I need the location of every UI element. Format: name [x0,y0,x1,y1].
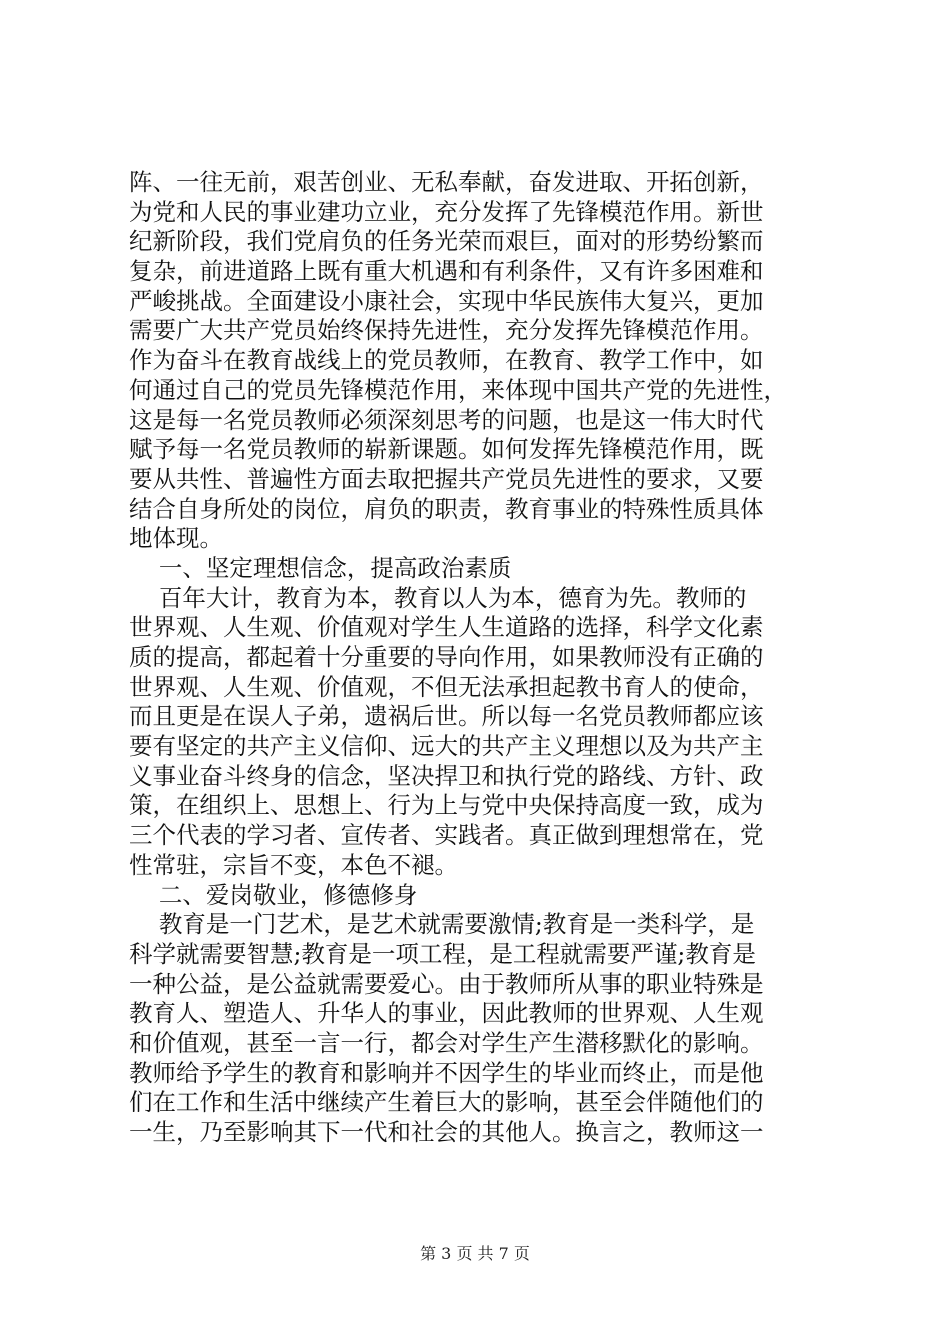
text-line: 复杂，前进道路上既有重大机遇和有利条件，又有许多困难和 [129,257,764,286]
page-footer: 第 3 页 共 7 页 [420,1244,530,1263]
text-line: 而且更是在误人子弟，遗祸后世。所以每一名党员教师都应该 [129,702,764,731]
text-line: 纪新阶段，我们党肩负的任务光荣而艰巨，面对的形势纷繁而 [129,227,764,256]
text-line: 作为奋斗在教育战线上的党员教师，在教育、教学工作中，如 [129,346,764,375]
text-line: 教育是一门艺术，是艺术就需要激情;教育是一类科学，是 [129,910,755,939]
text-line: 地体现。 [129,524,223,553]
text-line: 一生，乃至影响其下一代和社会的其他人。换言之，教师这一 [129,1118,764,1146]
body-text [129,168,831,1148]
text-line: 需要广大共产党员始终保持先进性，充分发挥先锋模范作用。 [129,316,764,345]
text-line: 质的提高，都起着十分重要的导向作用，如果教师没有正确的 [129,643,764,671]
text-line: 赋予每一名党员教师的崭新课题。如何发挥先锋模范作用，既 [129,435,764,464]
text-line: 严峻挑战。全面建设小康社会，实现中华民族伟大复兴，更加 [129,286,764,315]
text-line: 教师给予学生的教育和影响并不因学生的毕业而终止，而是他 [129,1058,764,1087]
text-line: 世界观、人生观、价值观对学生人生道路的选择，科学文化素 [129,613,764,642]
text-line: 性常驻，宗旨不变，本色不褪。 [129,850,458,879]
text-line: 教育人、塑造人、升华人的事业，因此教师的世界观、人生观 [129,999,764,1028]
text-line: 一种公益，是公益就需要爱心。由于教师所从事的职业特殊是 [129,969,764,998]
text-line: 结合自身所处的岗位，肩负的职责，教育事业的特殊性质具体 [129,494,764,523]
text-line: 为党和人民的事业建功立业，充分发挥了先锋模范作用。新世 [129,197,764,226]
text-line: 义事业奋斗终身的信念，坚决捍卫和执行党的路线、方针、政 [129,761,764,790]
text-line: 一、坚定理想信念，提高政治素质 [129,553,512,582]
text-line: 和价值观，甚至一言一行，都会对学生产生潜移默化的影响。 [129,1028,764,1057]
text-line: 三个代表的学习者、宣传者、实践者。真正做到理想常在，党 [129,821,764,850]
text-line: 阵、一往无前，艰苦创业、无私奉献，奋发进取、开拓创新， [129,168,764,196]
text-line: 何通过自己的党员先锋模范作用，来体现中国共产党的先进性， [129,375,787,404]
text-line: 策，在组织上、思想上、行为上与党中央保持高度一致，成为 [129,791,764,820]
text-line: 科学就需要智慧;教育是一项工程，是工程就需要严谨;教育是 [129,939,756,968]
text-line: 要有坚定的共产主义信仰、远大的共产主义理想以及为共产主 [129,732,764,761]
text-line: 百年大计，教育为本，教育以人为本，德育为先。教师的 [129,583,747,612]
text-line: 们在工作和生活中继续产生着巨大的影响，甚至会伴随他们的 [129,1088,764,1117]
text-line: 二、爱岗敬业，修德修身 [129,880,418,909]
text-line: 要从共性、普遍性方面去取把握共产党员先进性的要求，又要 [129,464,764,493]
text-line: 这是每一名党员教师必须深刻思考的问题，也是这一伟大时代 [129,405,764,434]
text-line: 世界观、人生观、价值观，不但无法承担起教书育人的使命， [129,672,764,701]
